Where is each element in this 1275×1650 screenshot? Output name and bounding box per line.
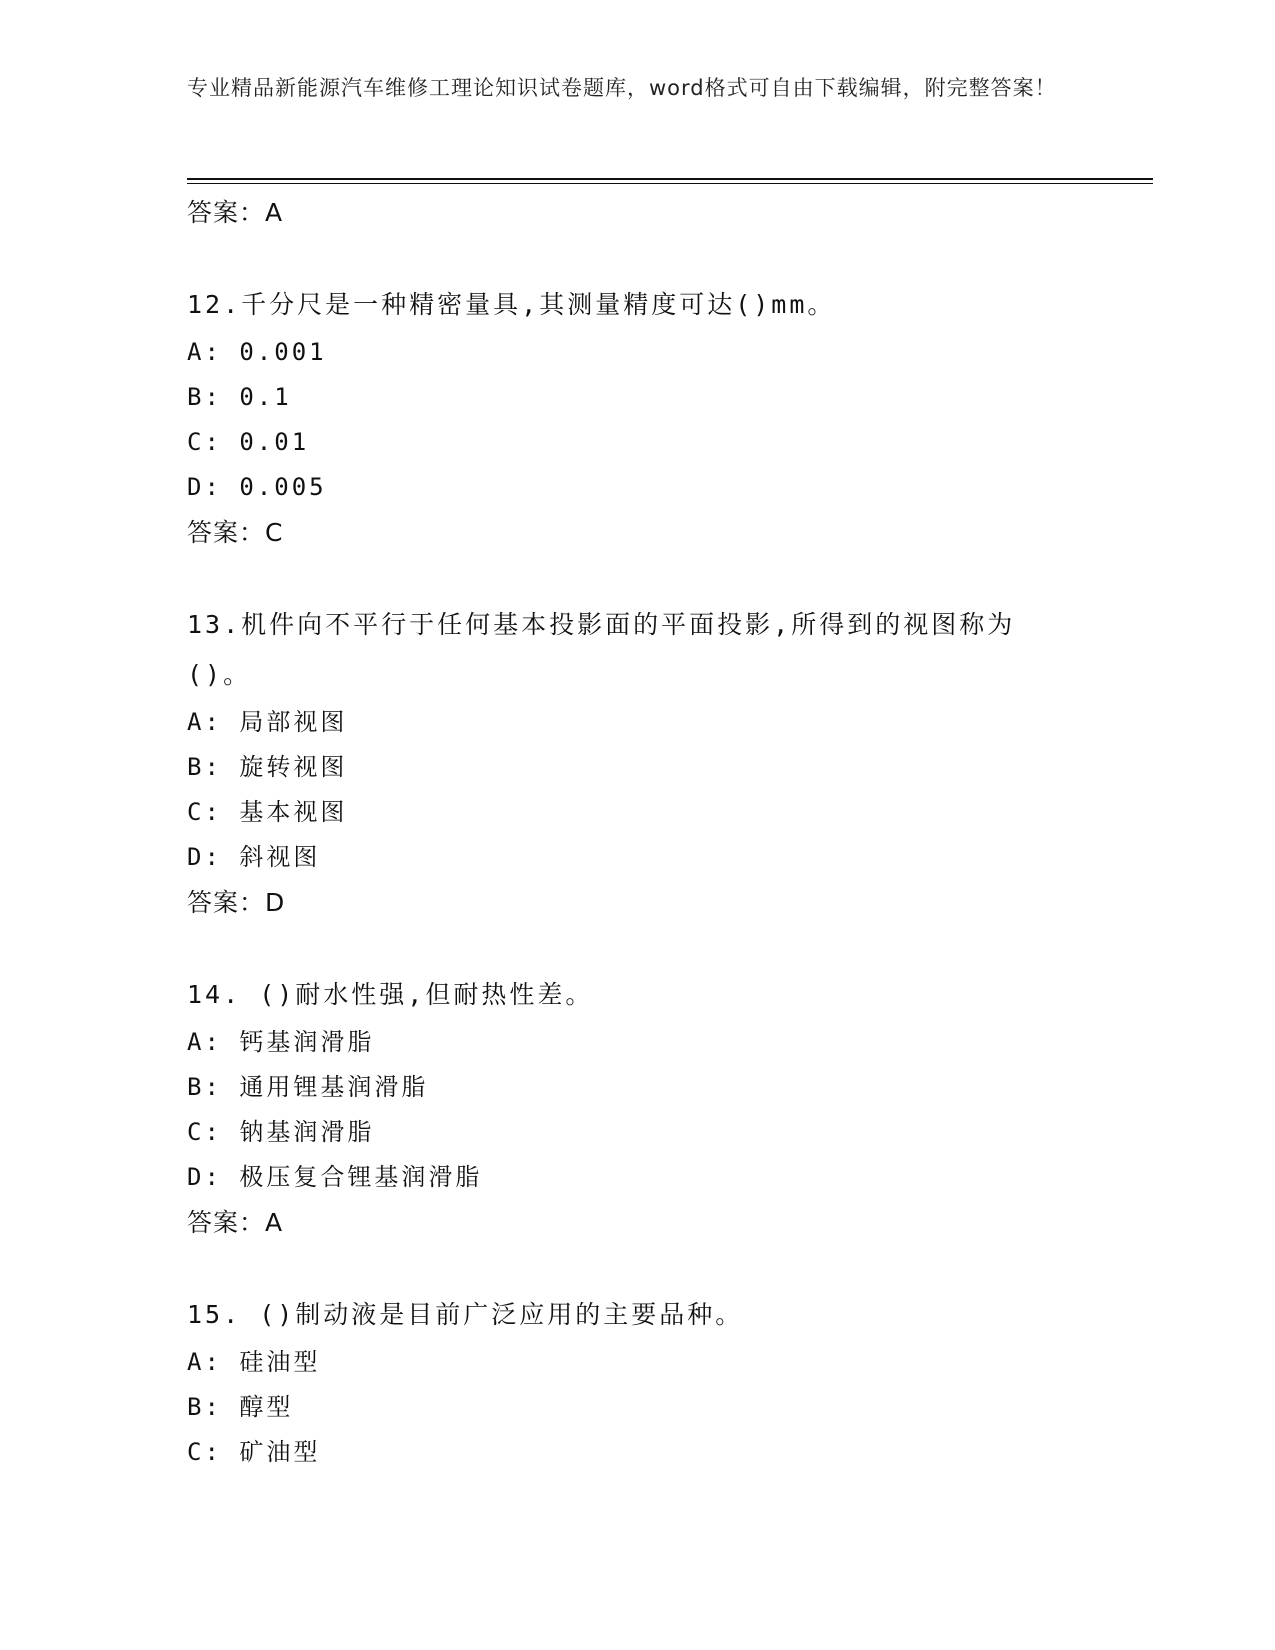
spacer: [187, 1245, 1153, 1290]
option-a: A: 局部视图: [187, 708, 348, 736]
option-c: C: 钠基润滑脂: [187, 1118, 375, 1146]
question-stem: 12.千分尺是一种精密量具,其测量精度可达()mm。: [187, 290, 836, 319]
option-b: B: 0.1: [187, 383, 292, 411]
option-d: D: 斜视图: [187, 843, 321, 871]
answer-line: 答案：D: [187, 888, 286, 917]
option-a: A: 硅油型: [187, 1348, 321, 1376]
spacer: [187, 235, 1153, 280]
option-b: B: 旋转视图: [187, 753, 348, 781]
option-a: A: 钙基润滑脂: [187, 1028, 375, 1056]
option-d: D: 0.005: [187, 473, 327, 501]
question-list: [187, 190, 1153, 1475]
spacer: [187, 925, 1153, 970]
header-divider-thin: [187, 183, 1153, 184]
option-a: A: 0.001: [187, 338, 327, 366]
page-header: 专业精品新能源汽车维修工理论知识试卷题库，word格式可自由下载编辑，附完整答案！: [187, 76, 1057, 100]
answer-line: 答案：C: [187, 518, 284, 547]
option-c: C: 基本视图: [187, 798, 348, 826]
question-stem: 13.机件向不平行于任何基本投影面的平面投影,所得到的视图称为()。: [187, 610, 1016, 689]
option-c: C: 0.01: [187, 428, 310, 456]
option-c: C: 矿油型: [187, 1438, 321, 1466]
option-b: B: 醇型: [187, 1393, 294, 1421]
question-stem: 15. ()制动液是目前广泛应用的主要品种。: [187, 1300, 744, 1329]
option-b: B: 通用锂基润滑脂: [187, 1073, 429, 1101]
question-block: [187, 600, 1153, 925]
spacer: [187, 555, 1153, 600]
answer-line: 答案：A: [187, 1208, 284, 1237]
header-divider: [187, 178, 1153, 180]
question-block: [187, 970, 1153, 1245]
question-block: [187, 1290, 1153, 1475]
option-d: D: 极压复合锂基润滑脂: [187, 1163, 483, 1191]
question-stem: 14. ()耐水性强,但耐热性差。: [187, 980, 594, 1009]
question-block: [187, 280, 1153, 555]
answer-line: 答案：A: [187, 198, 284, 227]
